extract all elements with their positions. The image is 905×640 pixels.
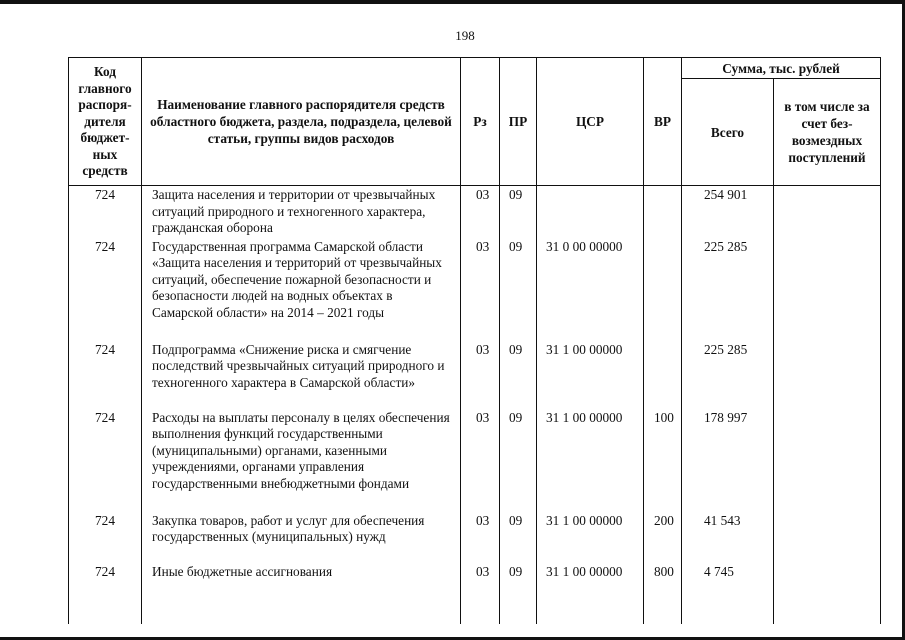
page-number: 198 <box>455 28 475 43</box>
budget-table <box>68 57 881 624</box>
header-name: Наименование главного распорядителя средств областного бюджета, раздела, подраздела, целевой статьи, группы видов расходов <box>142 58 461 186</box>
table-row <box>69 186 881 239</box>
cell-code: 724 <box>69 564 142 624</box>
header-sum: Сумма, тыс. рублей <box>682 58 881 79</box>
cell-code: 724 <box>69 186 142 239</box>
table-row <box>69 410 881 513</box>
cell-csr: 31 1 00 00000 <box>537 564 644 624</box>
cell-csr: 31 0 00 00000 <box>537 239 644 342</box>
header-vr: ВР <box>644 58 682 186</box>
cell-code: 724 <box>69 342 142 410</box>
cell-vr <box>644 186 682 239</box>
cell-csr: 31 1 00 00000 <box>537 513 644 564</box>
cell-free <box>774 186 881 239</box>
cell-name: Государственная программа Самарской области «Защита населения и территорий от чрезвычайных ситуаций, обеспечение пожарной безопасности и безопасности людей на водных объектах в Самарской области» на 2014 – 2021 годы <box>142 239 461 342</box>
cell-rz: 03 <box>461 239 500 342</box>
header-csr: ЦСР <box>537 58 644 186</box>
cell-total: 4 745 <box>682 564 774 624</box>
cell-name: Защита населения и территории от чрезвычайных ситуаций природного и техногенного характера, гражданская оборона <box>142 186 461 239</box>
header-total: Всего <box>682 79 774 186</box>
cell-total: 225 285 <box>682 342 774 410</box>
table-row <box>69 239 881 342</box>
cell-rz: 03 <box>461 186 500 239</box>
cell-rz: 03 <box>461 564 500 624</box>
cell-vr: 100 <box>644 410 682 513</box>
header-rz: Рз <box>461 58 500 186</box>
cell-name: Расходы на выплаты персоналу в целях обеспечения выполнения функций государственными (муниципальными) органами, казенными учреждениями, органами управления государственными внебюджетными фондами <box>142 410 461 513</box>
cell-pr: 09 <box>500 186 537 239</box>
cell-code: 724 <box>69 410 142 513</box>
cell-name: Иные бюджетные ассигнования <box>142 564 461 624</box>
scan-border-top <box>0 0 905 4</box>
cell-csr: 31 1 00 00000 <box>537 342 644 410</box>
cell-vr <box>644 239 682 342</box>
cell-name: Закупка товаров, работ и услуг для обеспечения государственных (муниципальных) нужд <box>142 513 461 564</box>
cell-free <box>774 342 881 410</box>
header-code: Код главного распоря-дителя бюджет-ных средств <box>69 58 142 186</box>
cell-csr <box>537 186 644 239</box>
cell-pr: 09 <box>500 564 537 624</box>
cell-rz: 03 <box>461 410 500 513</box>
table-row <box>69 513 881 564</box>
cell-pr: 09 <box>500 239 537 342</box>
cell-rz: 03 <box>461 513 500 564</box>
cell-rz: 03 <box>461 342 500 410</box>
cell-code: 724 <box>69 513 142 564</box>
cell-name: Подпрограмма «Снижение риска и смягчение последствий чрезвычайных ситуаций природного и техногенного характера в Самарской области» <box>142 342 461 410</box>
cell-free <box>774 239 881 342</box>
cell-vr <box>644 342 682 410</box>
cell-total: 41 543 <box>682 513 774 564</box>
cell-pr: 09 <box>500 342 537 410</box>
cell-free <box>774 564 881 624</box>
cell-vr: 800 <box>644 564 682 624</box>
cell-code: 724 <box>69 239 142 342</box>
cell-total: 225 285 <box>682 239 774 342</box>
cell-vr: 200 <box>644 513 682 564</box>
header-free: в том числе за счет без-возмездных поступлений <box>774 79 881 186</box>
cell-csr: 31 1 00 00000 <box>537 410 644 513</box>
cell-free <box>774 513 881 564</box>
table-row <box>69 342 881 410</box>
cell-total: 178 997 <box>682 410 774 513</box>
table-row <box>69 564 881 624</box>
cell-pr: 09 <box>500 513 537 564</box>
cell-free <box>774 410 881 513</box>
header-pr: ПР <box>500 58 537 186</box>
cell-total: 254 901 <box>682 186 774 239</box>
cell-pr: 09 <box>500 410 537 513</box>
